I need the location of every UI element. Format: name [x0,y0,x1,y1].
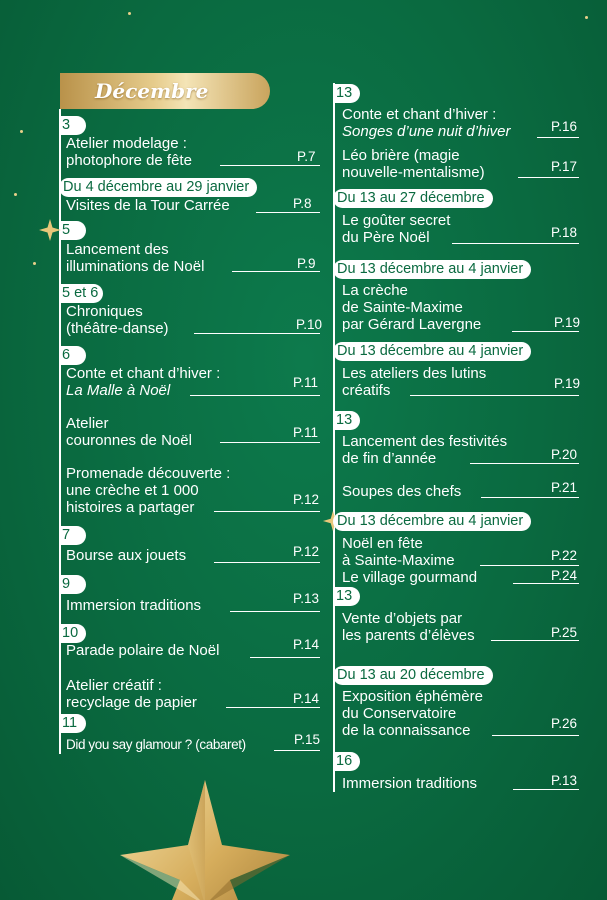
page-ref: P.8 [293,196,312,211]
page-ref: P.10 [296,317,323,332]
date-badge: 10 [59,624,86,643]
date-badge: Du 4 décembre au 29 janvier [59,178,257,197]
sparkle-dot [585,16,588,19]
event-entry: Conte et chant d’hiver : La Malle à Noël [66,365,221,399]
leader-line [537,137,579,138]
event-entry: Atelier couronnes de Noël [66,415,192,449]
sparkle-dot [33,262,36,265]
event-entry: Le goûter secret du Père Noël [342,212,451,246]
leader-line [491,640,579,641]
date-badge: 3 [59,116,86,135]
event-entry: Immersion traditions [342,775,478,792]
page-ref: P.17 [551,159,578,174]
sparkle-dot [14,193,17,196]
leader-line [214,562,320,563]
leader-line [470,463,579,464]
leader-line [232,271,320,272]
page-ref: P.11 [293,425,319,440]
page-ref: P.12 [293,544,320,559]
page-ref: P.7 [297,149,316,164]
leader-line [194,333,320,334]
leader-line [250,657,320,658]
date-badge: Du 13 décembre au 4 janvier [333,342,531,361]
leader-line [512,331,579,332]
leader-line [274,750,320,751]
leader-line [410,395,579,396]
month-banner [60,73,270,109]
date-badge: 13 [333,411,360,430]
page-ref: P.21 [551,480,578,495]
leader-line [230,611,320,612]
leader-line [492,735,579,736]
event-entry: Did you say glamour ? (cabaret) [66,737,246,752]
event-entry: Atelier créatif : recyclage de papier [66,677,197,711]
gold-star-icon [110,775,300,900]
sparkle-dot [20,130,23,133]
event-entry: Parade polaire de Noël [66,642,220,659]
event-entry: Soupes des chefs [342,483,462,500]
event-entry: Exposition éphémère du Conservatoire de la connaissance [342,688,483,739]
leader-line [256,212,320,213]
leader-line [226,707,320,708]
page-ref: P.13 [551,773,578,788]
leader-line [518,177,579,178]
page-ref: P.26 [551,716,578,731]
event-entry: Le village gourmand [342,569,478,586]
page-ref: P.13 [293,591,320,606]
event-entry: Bourse aux jouets [66,547,187,564]
event-entry: Promenade découverte : une crèche et 1 000 histoires a partager [66,465,231,516]
event-entry: Visites de la Tour Carrée [66,197,230,214]
right-column-rule [333,83,335,792]
event-entry: Léo brière (magie nouvelle-mentalisme) [342,147,485,181]
date-badge: 11 [59,714,86,733]
page-ref: P.16 [551,119,578,134]
star-icon [38,218,62,242]
page-ref: P.24 [551,568,578,583]
leader-line [220,442,320,443]
sparkle-dot [128,12,131,15]
page-ref: P.12 [293,492,320,507]
page-ref: P.19 [554,376,581,391]
date-badge: 7 [59,526,86,545]
date-badge: 13 [333,587,360,606]
leader-line [513,583,579,584]
event-entry: Immersion traditions [66,597,202,614]
event-entry: Lancement des festivités de fin d’année [342,433,508,467]
page-ref: P.9 [297,256,316,271]
event-entry: Lancement des illuminations de Noël [66,241,205,275]
page-ref: P.20 [551,447,578,462]
leader-line [190,395,320,396]
month-title: Décembre [95,79,209,103]
page-ref: P.14 [293,637,320,652]
date-badge: 5 [59,221,86,240]
event-entry: Conte et chant d’hiver : Songes d’une nuit d’hiver [342,106,511,140]
event-entry: Vente d’objets par les parents d’élèves [342,610,475,644]
page-ref: P.11 [293,375,319,390]
event-entry: Chroniques (théâtre-danse) [66,303,169,337]
event-entry: La crèche de Sainte-Maxime par Gérard Lavergne [342,282,482,333]
date-badge: Du 13 décembre au 4 janvier [333,512,531,531]
page-ref: P.15 [294,732,321,747]
leader-line [480,565,579,566]
event-entry: Atelier modelage : photophore de fête [66,135,192,169]
page-ref: P.14 [293,691,320,706]
date-badge: 9 [59,575,86,594]
page-ref: P.18 [551,225,578,240]
leader-line [214,511,320,512]
event-entry: Les ateliers des lutins créatifs [342,365,487,399]
date-badge: 13 [333,84,360,103]
date-badge: 5 et 6 [59,284,103,303]
event-entry: Noël en fête à Sainte-Maxime [342,535,455,569]
date-badge: 16 [333,752,360,771]
leader-line [481,497,579,498]
leader-line [513,789,579,790]
date-badge: Du 13 décembre au 4 janvier [333,260,531,279]
date-badge: Du 13 au 20 décembre [333,666,493,685]
left-column-rule [59,109,61,754]
page-ref: P.25 [551,625,578,640]
date-badge: Du 13 au 27 décembre [333,189,493,208]
page-ref: P.19 [554,315,581,330]
date-badge: 6 [59,346,86,365]
page-ref: P.22 [551,548,578,563]
leader-line [220,165,320,166]
leader-line [452,243,579,244]
